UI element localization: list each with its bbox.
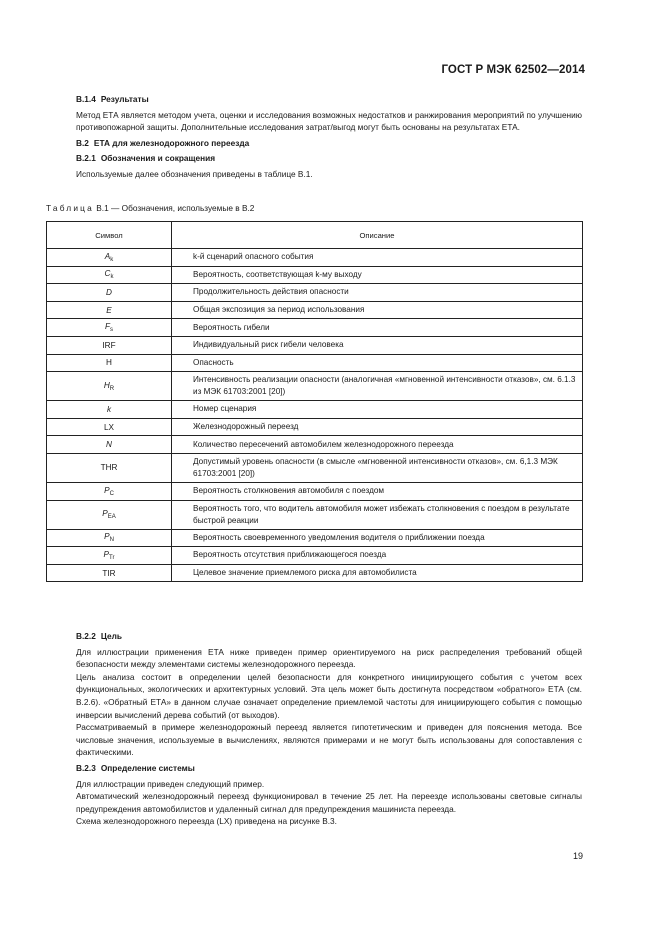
table-caption: Таблица В.1 — Обозначения, используемые в В.2	[46, 203, 255, 213]
description-cell: Продолжительность действия опасности	[172, 284, 583, 302]
table-row	[47, 401, 583, 419]
symbol-cell: $P_{Tr}$	[47, 547, 172, 565]
notation-table	[46, 221, 583, 582]
column-header-description: Описание	[172, 222, 583, 249]
table-header-row	[47, 222, 583, 249]
section-heading-b14: В.1.4 Результаты	[76, 94, 149, 104]
symbol-cell: IRF	[47, 336, 172, 354]
description-cell: Вероятность того, что водитель автомобиля может избежать столкновения с поездом в результате быстрой реакции	[172, 500, 583, 529]
table-row	[47, 372, 583, 401]
description-cell: Общая экспозиция за период использования	[172, 301, 583, 319]
table-row	[47, 436, 583, 454]
table-row	[47, 564, 583, 582]
paragraph-system-3: Схема железнодорожного переезда (LX) приведена на рисунке В.3.	[76, 816, 337, 827]
description-cell: Вероятность своевременного уведомления водителя о приближении поезда	[172, 529, 583, 547]
description-cell: Опасность	[172, 354, 583, 372]
column-header-symbol: Символ	[47, 222, 172, 249]
symbol-cell: k	[47, 401, 172, 419]
description-cell: Допустимый уровень опасности (в смысле «мгновенной интенсивности отказов», см. 6,1.3 МЭК 61703:2001 [20])	[172, 453, 583, 482]
paragraph-notation: Используемые далее обозначения приведены в таблице В.1.	[76, 168, 313, 179]
lower-text-block	[76, 630, 582, 828]
symbol-cell: LX	[47, 418, 172, 436]
symbol-cell: D	[47, 284, 172, 302]
symbol-cell: E	[47, 301, 172, 319]
table-row	[47, 301, 583, 319]
description-cell: Вероятность, соответствующая k-му выходу	[172, 266, 583, 284]
table-row	[47, 284, 583, 302]
symbol-cell: $F_s$	[47, 319, 172, 337]
paragraph-goal-3: Рассматриваемый в примере железнодорожный переезд является гипотетическим и приведен для пояснения метода. Все числовые значения, используемые в вычислениях, являются примерами и не могут быть использованы для сопоставления с фактическими.	[76, 722, 582, 758]
paragraph-goal-2: Цель анализа состоит в определении целей безопасности для конкретного инициирующего события с учетом всех функциональных, экологических и архитектурных условий. Эта цель может быть достигнута посредством «обратного» ЕТА (см. В.2.6). «Обратный ЕТА» в данном случае означает определение приемлемой частоты для инициирующего события с помощью инверсии вычислений дерева событий (от выходов).	[76, 671, 582, 720]
description-cell: Номер сценария	[172, 401, 583, 419]
table-row	[47, 529, 583, 547]
symbol-cell: N	[47, 436, 172, 454]
table-row	[47, 354, 583, 372]
symbol-cell: $C_k$	[47, 266, 172, 284]
description-cell: Индивидуальный риск гибели человека	[172, 336, 583, 354]
symbol-cell: $A_k$	[47, 249, 172, 267]
symbol-cell: $P_C$	[47, 482, 172, 500]
page-number: 19	[572, 851, 583, 861]
document-header: ГОСТ Р МЭК 62502—2014	[441, 64, 585, 76]
table-row	[47, 500, 583, 529]
table-row	[47, 453, 583, 482]
section-heading-b22: В.2.2 Цель	[76, 631, 122, 641]
paragraph-goal-1: Для иллюстрации применения ЕТА ниже приведен пример ориентируемого на риск распределения требований общей безопасности между элементами системы железнодорожного переезда.	[76, 646, 582, 670]
paragraph-system-2: Автоматический железнодорожный переезд функционировал в течение 25 лет. На переезде использованы световые сигналы предупреждения автомобилистов и удаленный сигнал для предупреждения машиниста переезда.	[76, 791, 582, 814]
paragraph-results: Метод ЕТА является методом учета, оценки и исследования возможных недостатков и ранжирования мероприятий по улучшению противопожарной защиты. Дополнительные исследования затрат/выгод могут быть основаны на результатах ЕТА.	[76, 109, 582, 133]
section-heading-b23: В.2.3 Определение системы	[76, 762, 195, 773]
table-row	[47, 547, 583, 565]
description-cell: Целевое значение приемлемого риска для автомобилиста	[172, 564, 583, 582]
description-cell: Вероятность столкновения автомобиля с поездом	[172, 482, 583, 500]
symbol-cell: H	[47, 354, 172, 372]
symbol-cell: TIR	[47, 564, 172, 582]
symbol-cell: $H_R$	[47, 372, 172, 401]
section-heading-b21: В.2.1 Обозначения и сокращения	[76, 153, 216, 164]
description-cell: Железнодорожный переезд	[172, 418, 583, 436]
upper-text-block	[76, 93, 582, 181]
table-row	[47, 482, 583, 500]
symbol-cell: $P_{EA}$	[47, 500, 172, 529]
table-row	[47, 418, 583, 436]
table-row	[47, 336, 583, 354]
symbol-cell: THR	[47, 453, 172, 482]
description-cell: Интенсивность реализации опасности (аналогичная «мгновенной интенсивности отказов», см. 6.1.3 из МЭК 61703:2001 [20])	[172, 372, 583, 401]
description-cell: k-й сценарий опасного события	[172, 249, 583, 267]
table-row	[47, 319, 583, 337]
paragraph-system-1: Для иллюстрации приведен следующий пример.	[76, 778, 265, 789]
section-heading-b2: В.2 ЕТА для железнодорожного переезда	[76, 137, 250, 148]
table-row	[47, 249, 583, 267]
description-cell: Вероятность отсутствия приближающегося поезда	[172, 547, 583, 565]
symbol-cell: $P_N$	[47, 529, 172, 547]
description-cell: Количество пересечений автомобилем железнодорожного переезда	[172, 436, 583, 454]
description-cell: Вероятность гибели	[172, 319, 583, 337]
table-row	[47, 266, 583, 284]
